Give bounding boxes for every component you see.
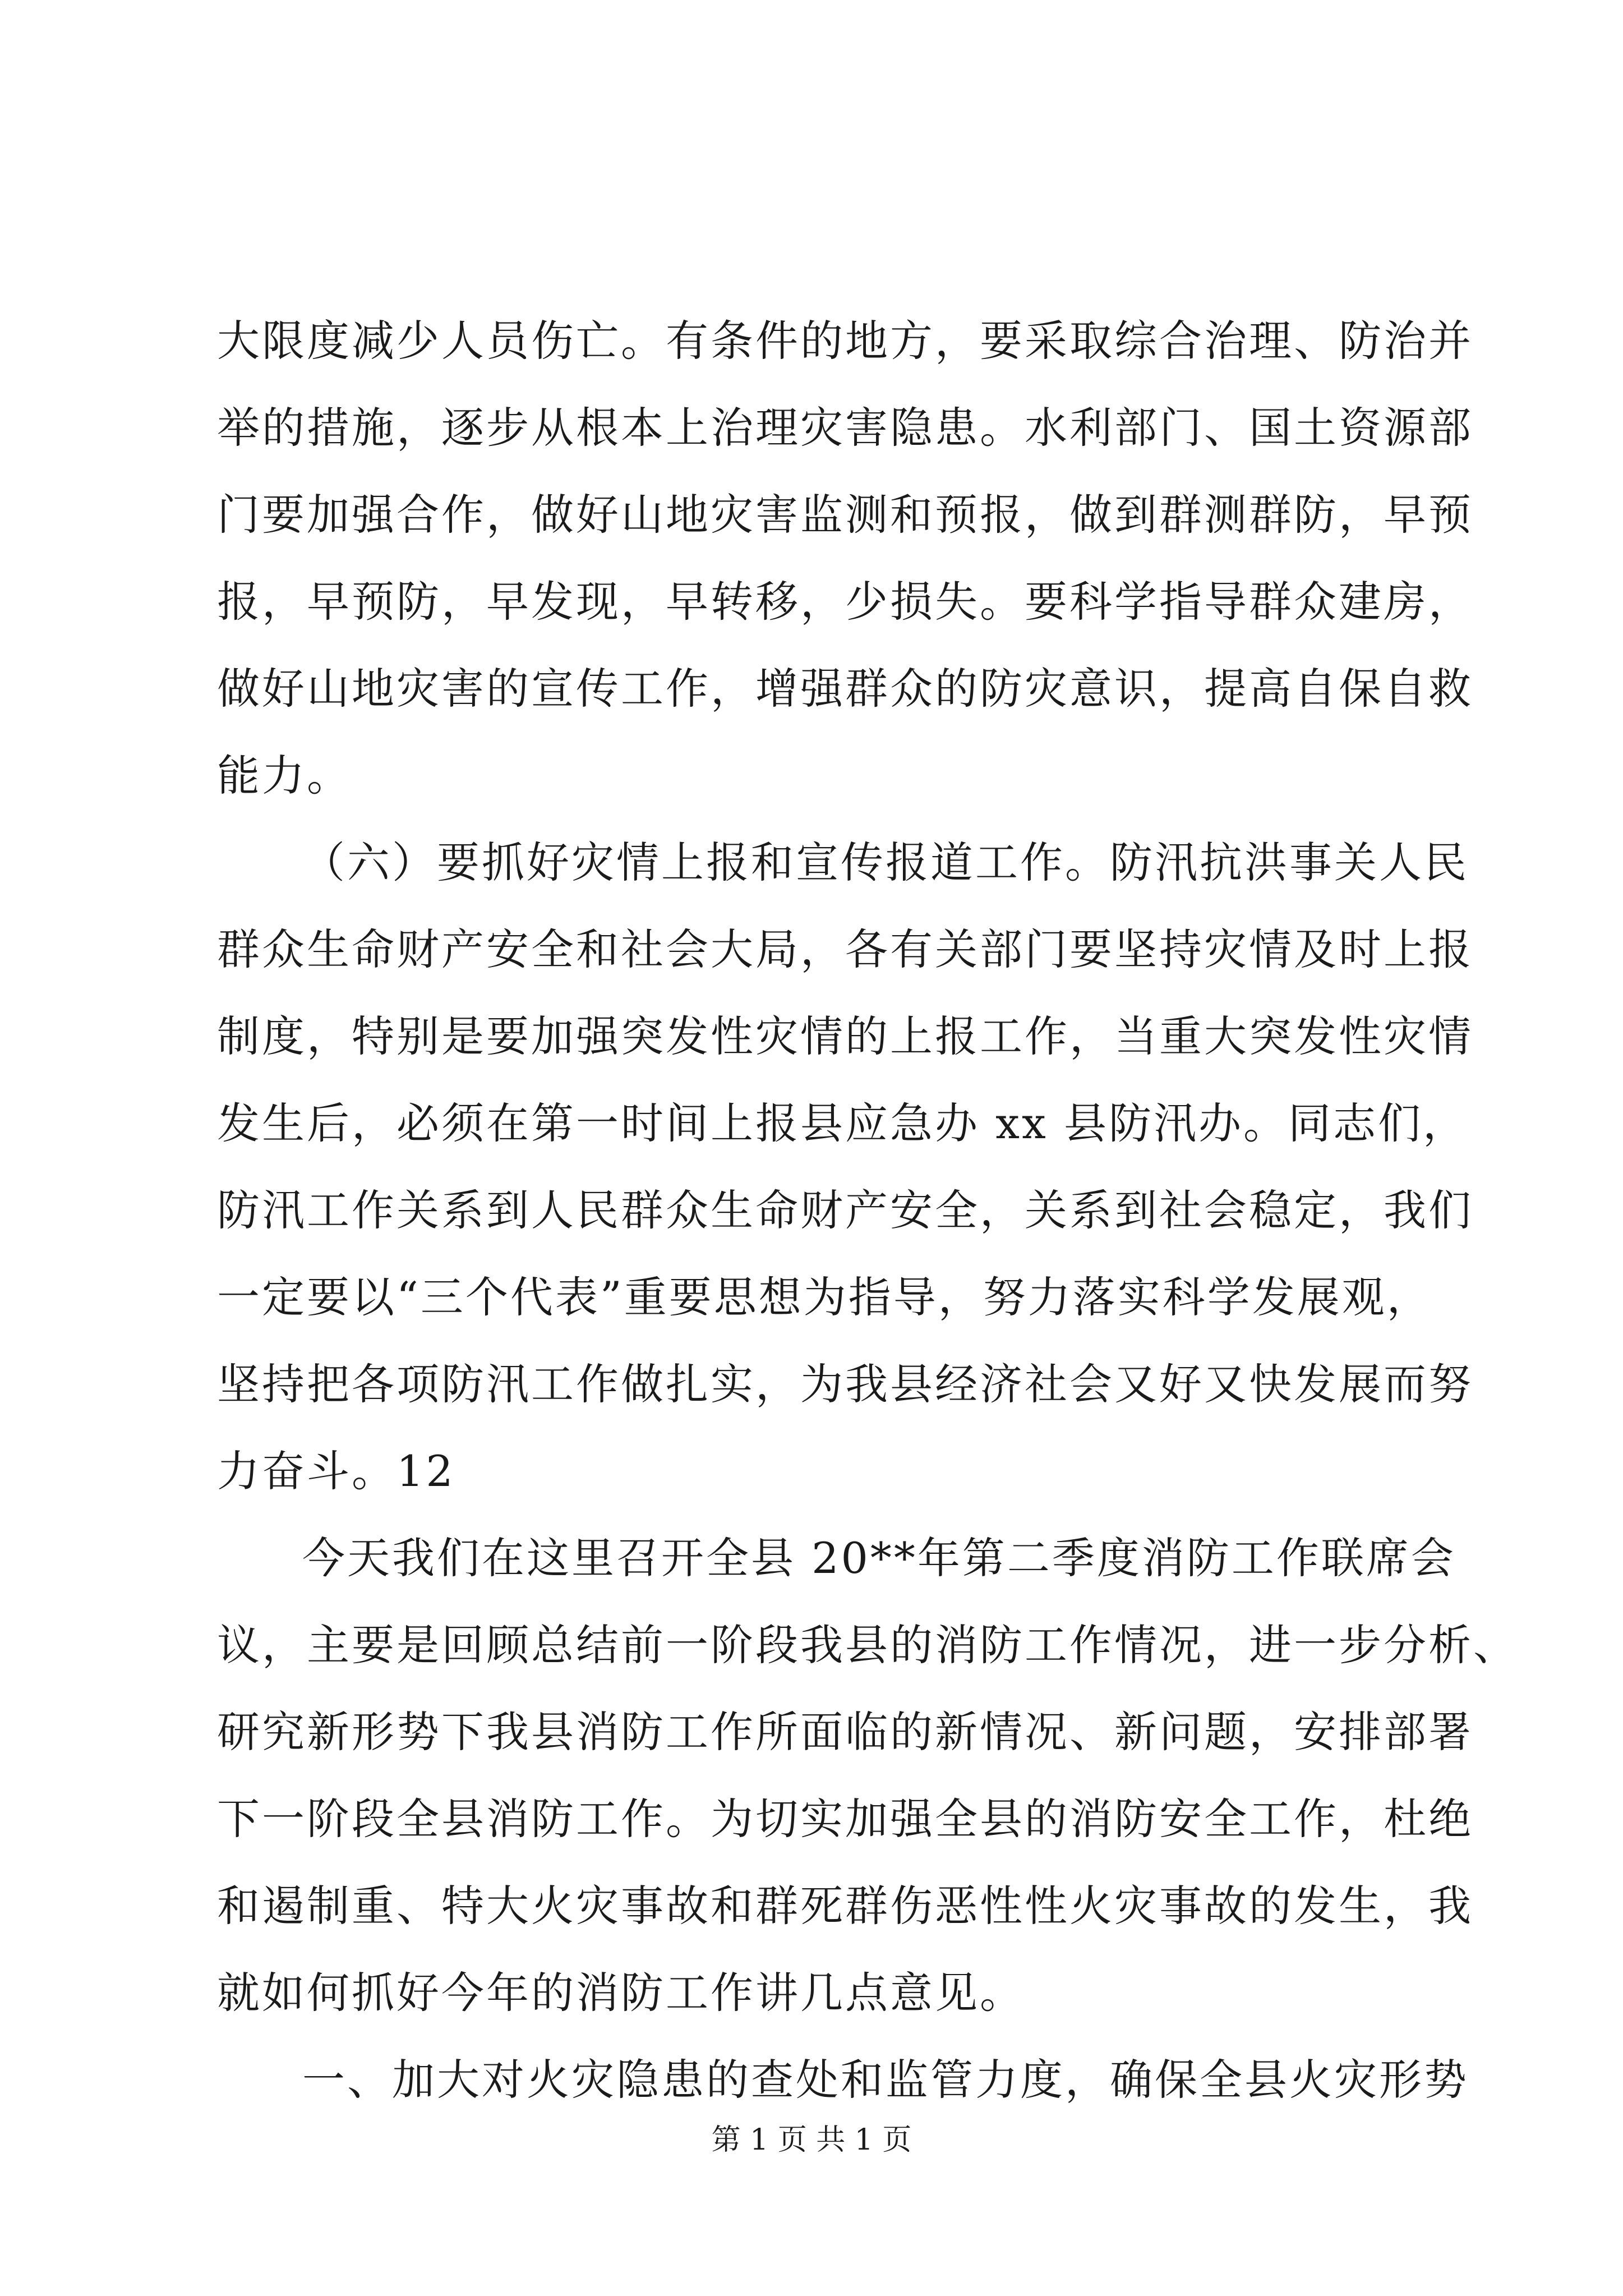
text-line: 下一阶段全县消防工作。为切实加强全县的消防安全工作，杜绝 — [217, 1794, 1473, 1844]
paragraph-4 — [217, 2036, 1469, 2123]
text-line: 一、加大对火灾隐患的查处和监管力度，确保全县火灾形势 — [302, 2055, 1469, 2105]
text-line: 做好山地灾害的宣传工作，增强群众的防灾意识，提高自保自救 — [217, 664, 1473, 714]
text-line: 发生后，必须在第一时间上报县应急办 xx 县防汛办。同志们， — [217, 1098, 1468, 1148]
text-line: 坚持把各项防汛工作做扎实，为我县经济社会又好又快发展而努 — [217, 1359, 1473, 1409]
text-line: 举的措施，逐步从根本上治理灾害隐患。水利部门、国土资源部 — [217, 403, 1473, 453]
text-line: 议，主要是回顾总结前一阶段我县的消防工作情况，进一步分析、 — [217, 1620, 1518, 1670]
text-line: 就如何抓好今年的消防工作讲几点意见。 — [217, 1968, 1025, 2018]
text-line: 大限度减少人员伤亡。有条件的地方，要采取综合治理、防治并 — [217, 316, 1473, 366]
text-line: 一定要以“三个代表”重要思想为指导，努力落实科学发展观， — [217, 1272, 1432, 1322]
text-line: 力奋斗。12 — [217, 1446, 455, 1496]
text-line: 门要加强合作，做好山地灾害监测和预报，做到群测群防，早预 — [217, 490, 1473, 540]
text-line: 今天我们在这里召开全县 20**年第二季度消防工作联席会 — [302, 1533, 1456, 1583]
text-line: （六）要抓好灾情上报和宣传报道工作。防汛抗洪事关人民 — [302, 838, 1469, 887]
text-line: 群众生命财产安全和社会大局，各有关部门要坚持灾情及时上报 — [217, 924, 1473, 974]
text-line: 防汛工作关系到人民群众生命财产安全，关系到社会稳定，我们 — [217, 1185, 1473, 1235]
text-line: 研究新形势下我县消防工作所面临的新情况、新问题，安排部署 — [217, 1707, 1473, 1757]
document-body — [217, 297, 1518, 2123]
paragraph-3 — [217, 1515, 1518, 2036]
text-line: 制度，特别是要加强突发性灾情的上报工作，当重大突发性灾情 — [217, 1011, 1473, 1061]
paragraph-2 — [217, 819, 1473, 1515]
text-line: 和遏制重、特大火灾事故和群死群伤恶性性火灾事故的发生，我 — [217, 1881, 1473, 1931]
paragraph-1 — [217, 297, 1473, 819]
text-line: 报，早预防，早发现，早转移，少损失。要科学指导群众建房， — [217, 577, 1473, 627]
page-footer: 第 1 页 共 1 页 — [711, 2123, 912, 2157]
text-line: 能力。 — [217, 751, 352, 800]
